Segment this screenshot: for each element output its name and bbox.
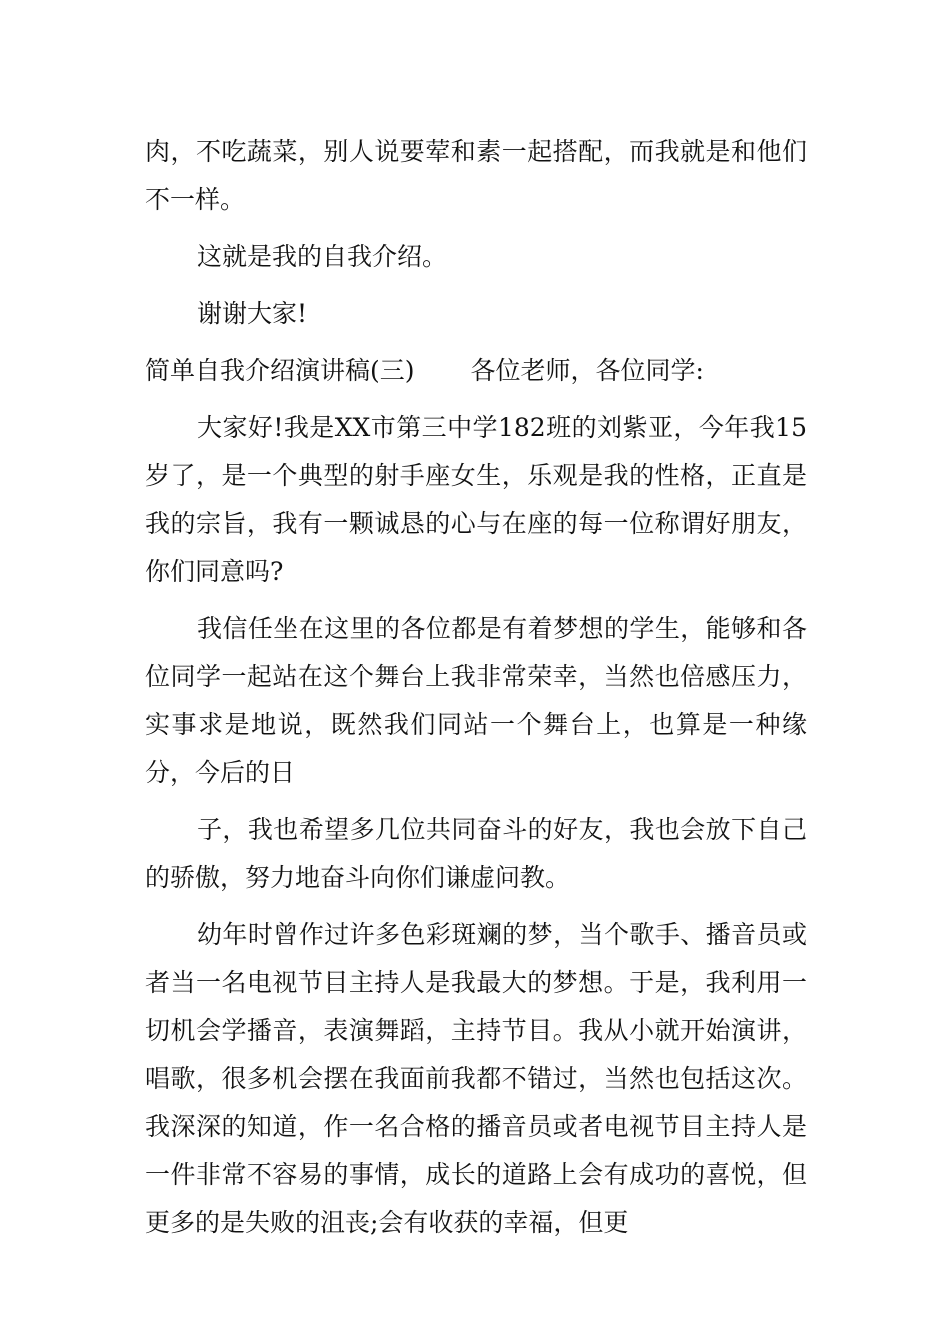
- paragraph-self-intro-end: 这就是我的自我介绍。: [197, 242, 448, 271]
- document-page: [145, 128, 807, 1256]
- salutation: 各位老师，各位同学:: [470, 356, 704, 385]
- paragraph-future: 子，我也希望多几位共同奋斗的好友，我也会放下自己的骄傲，努力地奋斗向你们谦虚问教。: [145, 815, 807, 892]
- paragraph-thanks: 谢谢大家!: [197, 299, 308, 328]
- paragraph-greeting: 大家好!我是XX市第三中学182班的刘紫亚，今年我15岁了，是一个典型的射手座女生，乐观是我的性格，正直是我的宗旨，我有一颗诚恳的心与在座的每一位称谓好朋友，你们同意吗?: [145, 413, 807, 586]
- section-heading-line: [145, 347, 807, 395]
- paragraph-dreams: 幼年时曾作过许多色彩斑斓的梦，当个歌手、播音员或者当一名电视节目主持人是我最大的梦想。于是，我利用一切机会学播音，表演舞蹈，主持节目。我从小就开始演讲，唱歌，很多机会摆在我面前我都不错过，当然也包括这次。我深深的知道，作一名合格的播音员或者电视节目主持人是一件非常不容易的事情，成长的道路上会有成功的喜悦，但更多的是失败的沮丧;会有收获的幸福，但更: [145, 920, 807, 1237]
- paragraph-continuation: 肉，不吃蔬菜，别人说要荤和素一起搭配，而我就是和他们不一样。: [145, 137, 807, 214]
- paragraph-trust: 我信任坐在这里的各位都是有着梦想的学生，能够和各位同学一起站在这个舞台上我非常荣幸，当然也倍感压力，实事求是地说，既然我们同站一个舞台上，也算是一种缘分，今后的日: [145, 614, 807, 787]
- section-title: 简单自我介绍演讲稿(三): [145, 356, 415, 385]
